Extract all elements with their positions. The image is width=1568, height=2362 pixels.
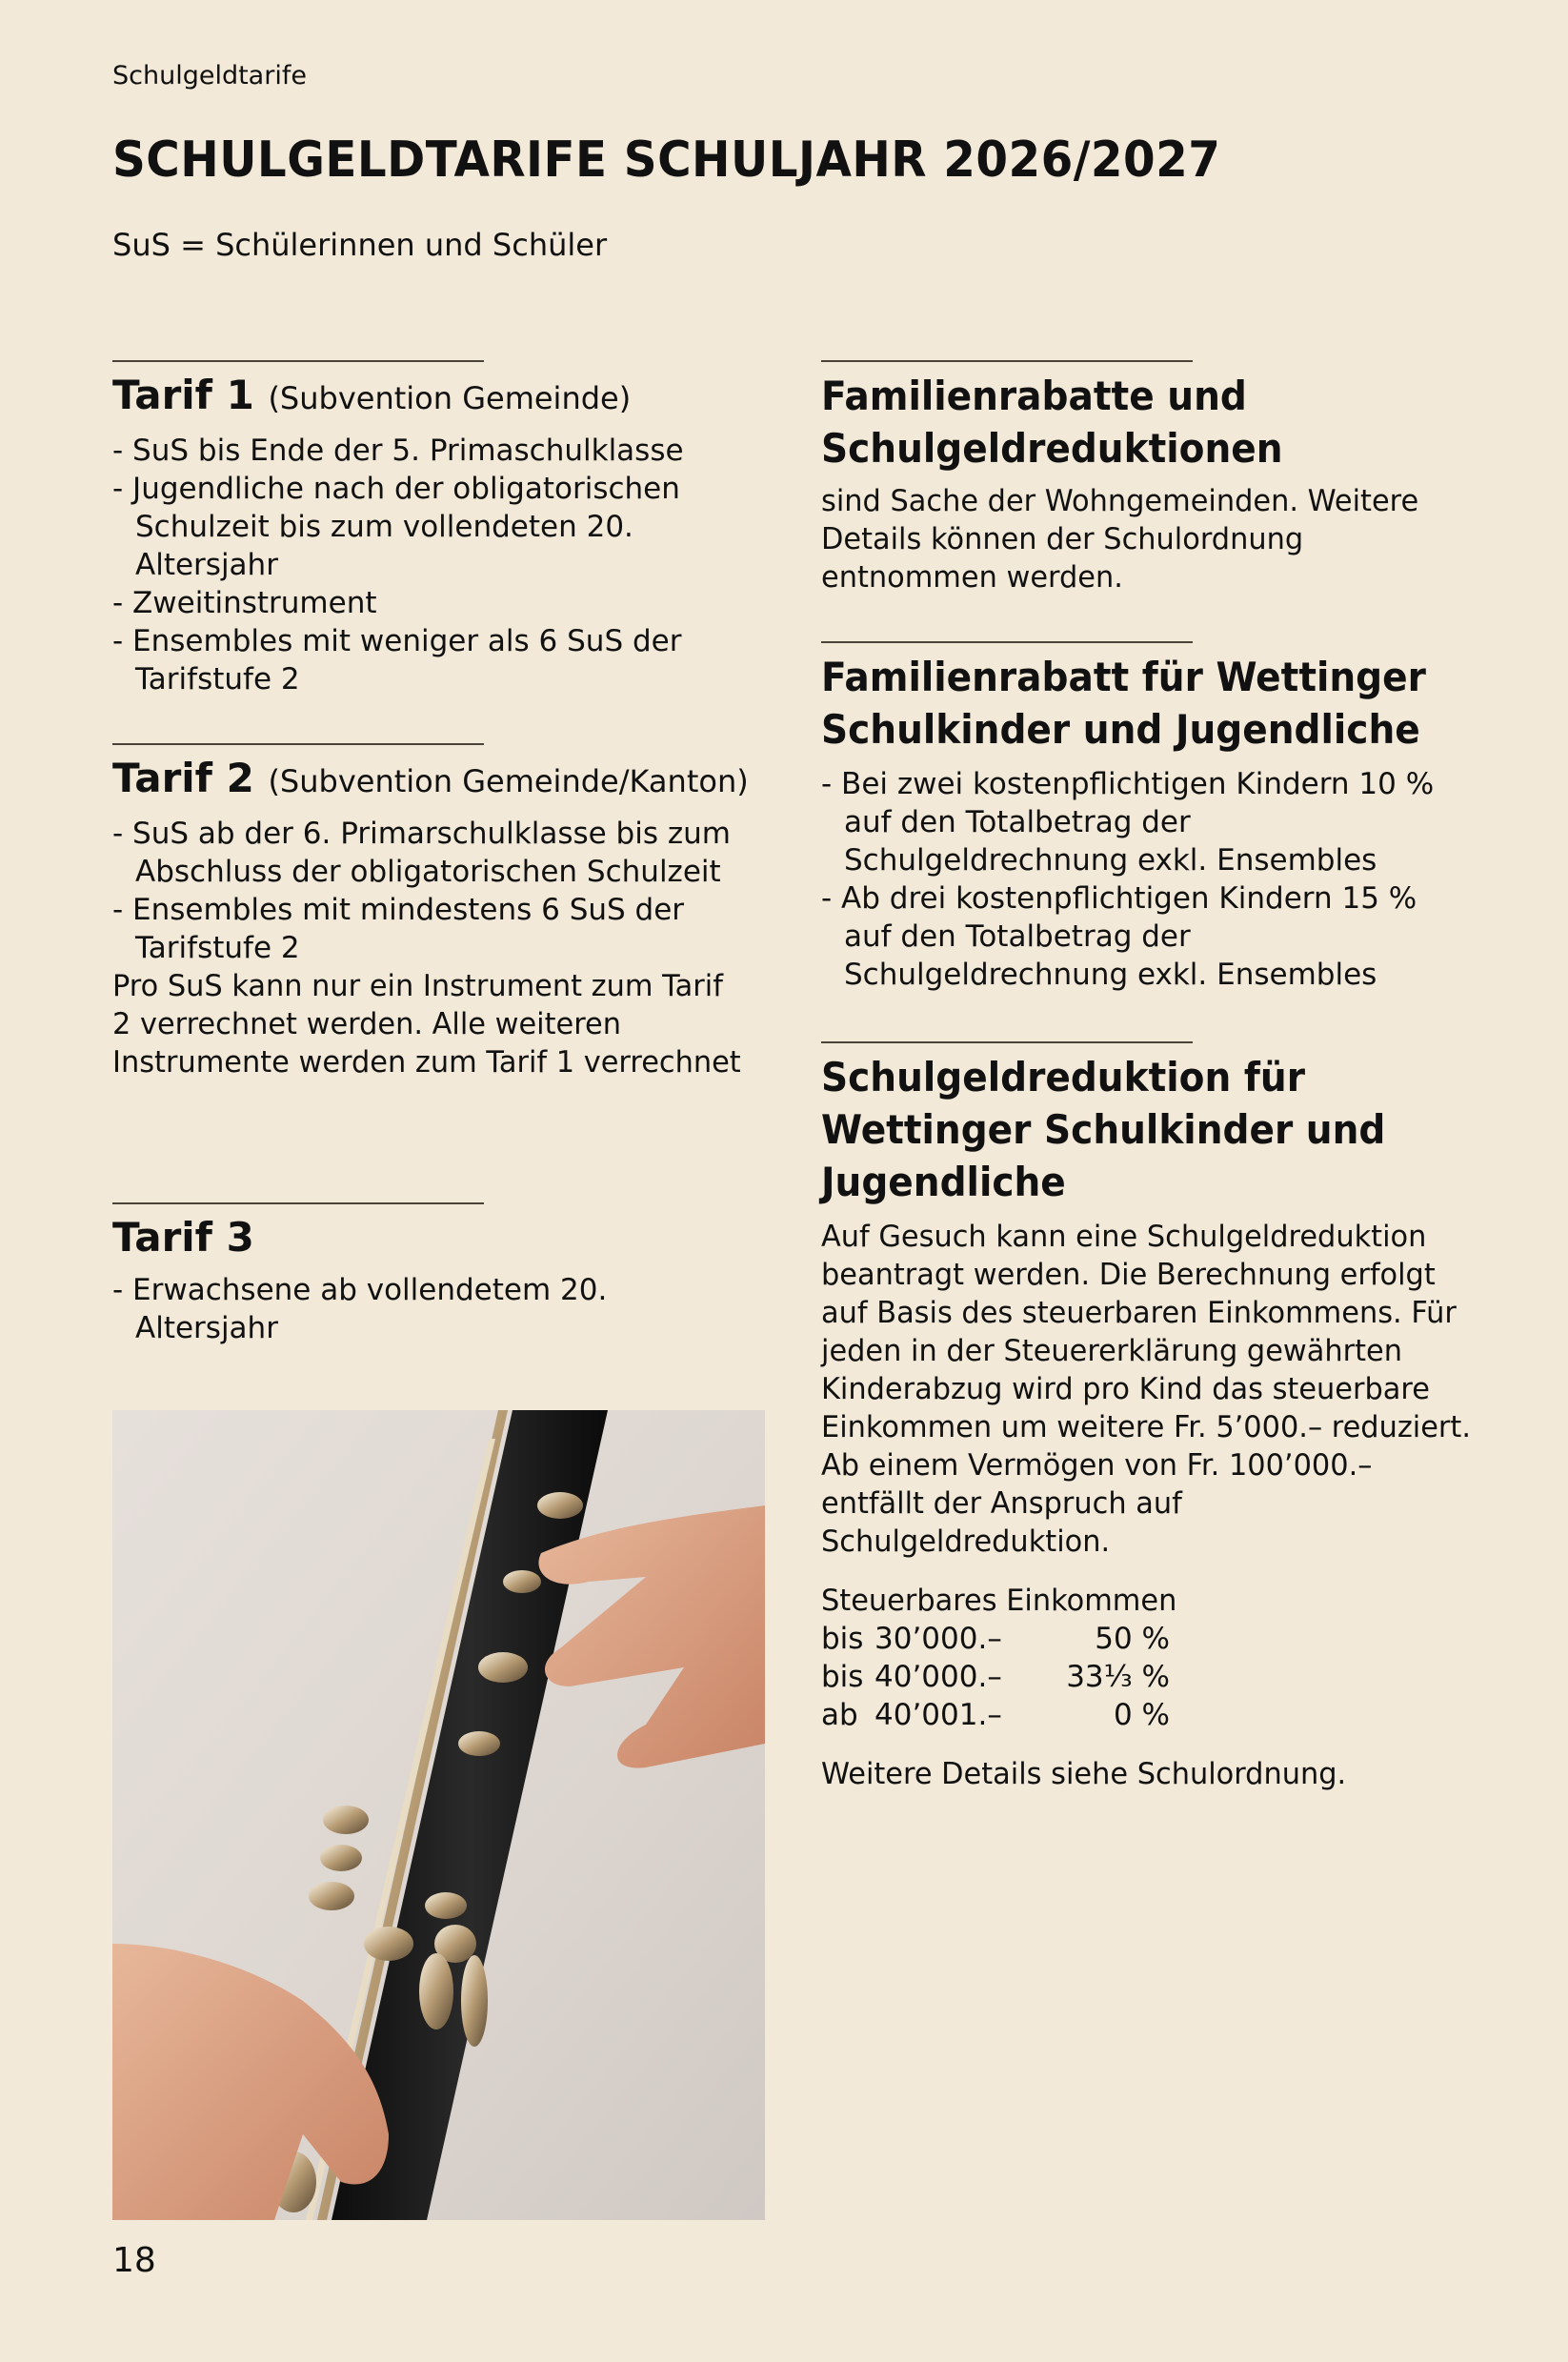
income-amount: 40’000.– [874,1660,1002,1694]
tarif-2-list [112,815,798,967]
tarif-2-heading [112,753,798,807]
page-title: SCHULGELDTARIFE SCHULJAHR 2026/2027 [112,131,1221,189]
tarif-1-name: Tarif 1 [112,372,254,418]
tarif-1-list [112,432,798,698]
list-item: - Ensembles mit mindestens 6 SuS der Tarifstufe 2 [112,891,774,967]
familienrabatt-list [821,765,1507,994]
tarif-3-list [112,1271,798,1347]
section-divider [821,641,1193,643]
list-item: - Ab drei kostenpflichtigen Kindern 15 % auf den Totalbetrag der Schulgeldrechnung exkl. Ensembles [821,879,1435,994]
tarif-3-heading [112,1212,798,1263]
tarif-2-paragraph: Pro SuS kann nur ein Instrument zum Tarif 2 verrechnet werden. Alle weiteren Instrumente werden zum Tarif 1 verrechnet [112,969,741,1080]
list-item: - Erwachsene ab vollendetem 20. Altersjahr [112,1271,631,1347]
income-prefix: bis [821,1622,864,1656]
section-divider [112,360,484,362]
income-amount: 30’000.– [874,1622,1002,1656]
tarif-2-note: (Subvention Gemeinde/Kanton) [268,763,749,799]
reduction-percent: 33⅓ % [1066,1660,1170,1694]
tarif-2-name: Tarif 2 [112,755,254,801]
table-row [821,1620,1170,1658]
section-divider [112,743,484,745]
section-divider [821,360,1193,362]
section-divider [821,1041,1193,1043]
running-head: Schulgeldtarife [112,61,307,91]
list-item: - Zweitinstrument [112,584,798,622]
familienrabatte-paragraph: sind Sache der Wohngemeinden. Weitere Details können der Schulordnung entnommen werden. [821,484,1419,595]
income-amount: 40’001.– [874,1698,1002,1732]
reduction-percent: 0 % [1113,1698,1170,1732]
list-item: - SuS ab der 6. Primarschulklasse bis zum Abschluss der obligatorischen Schulzeit [112,815,793,891]
schulgeldreduktion-footer: Weitere Details siehe Schulordnung. [821,1757,1347,1791]
list-item: - Bei zwei kostenpflichtigen Kindern 10 % auf den Totalbetrag der Schulgeldrechnung exkl. Ensembles [821,765,1435,879]
table-row [821,1696,1170,1734]
list-item: - SuS bis Ende der 5. Primaschulklasse [112,432,798,470]
clarinet-photo [112,1410,765,2220]
familienrabatt-wettingen-heading: Familienrabatt für Wettinger Schulkinder und Jugendliche [821,654,1426,753]
tarif-3-section [112,1202,798,1347]
tarif-3-name: Tarif 3 [112,1214,254,1261]
list-item: - Ensembles mit weniger als 6 SuS der Tarifstufe 2 [112,622,774,698]
income-table-heading: Steuerbares Einkommen [821,1584,1177,1618]
income-prefix: bis [821,1660,864,1694]
tarif-1-note: (Subvention Gemeinde) [268,380,632,416]
familienrabatte-heading: Familienrabatte und Schulgeldreduktionen [821,373,1283,472]
tarif-2-section [112,743,798,1081]
tarif-1-section [112,360,798,698]
schulgeldreduktion-paragraph: Auf Gesuch kann eine Schulgeldreduktion beantragt werden. Die Berechnung erfolgt auf Basis des steuerbaren Einkommens. Für jeden in der Steuererklärung gewährten Kinderabzug wird pro Kind das steuerbare Einkommen um weitere Fr. 5’000.– reduziert. Ab einem Vermögen von Fr. 100’000.– entfällt der Anspruch auf Schulgeldreduktion. [821,1220,1471,1559]
income-reduction-table [821,1620,1170,1734]
schulgeldreduktion-heading: Schulgeldreduktion für Wettinger Schulkinder und Jugendliche [821,1054,1386,1205]
reduction-percent: 50 % [1095,1622,1170,1656]
tarif-1-heading [112,370,798,424]
section-divider [112,1202,484,1204]
familienrabatt-wettingen-section [821,641,1507,994]
income-prefix: ab [821,1698,858,1732]
familienrabatte-section [821,360,1507,596]
list-item: - Jugendliche nach der obligatorischen Schulzeit bis zum vollendeten 20. Altersjahr [112,470,745,584]
abbreviation-note: SuS = Schülerinnen und Schüler [112,227,608,263]
page-number: 18 [112,2241,156,2280]
schulgeldreduktion-section [821,1041,1507,1793]
table-row [821,1658,1170,1696]
